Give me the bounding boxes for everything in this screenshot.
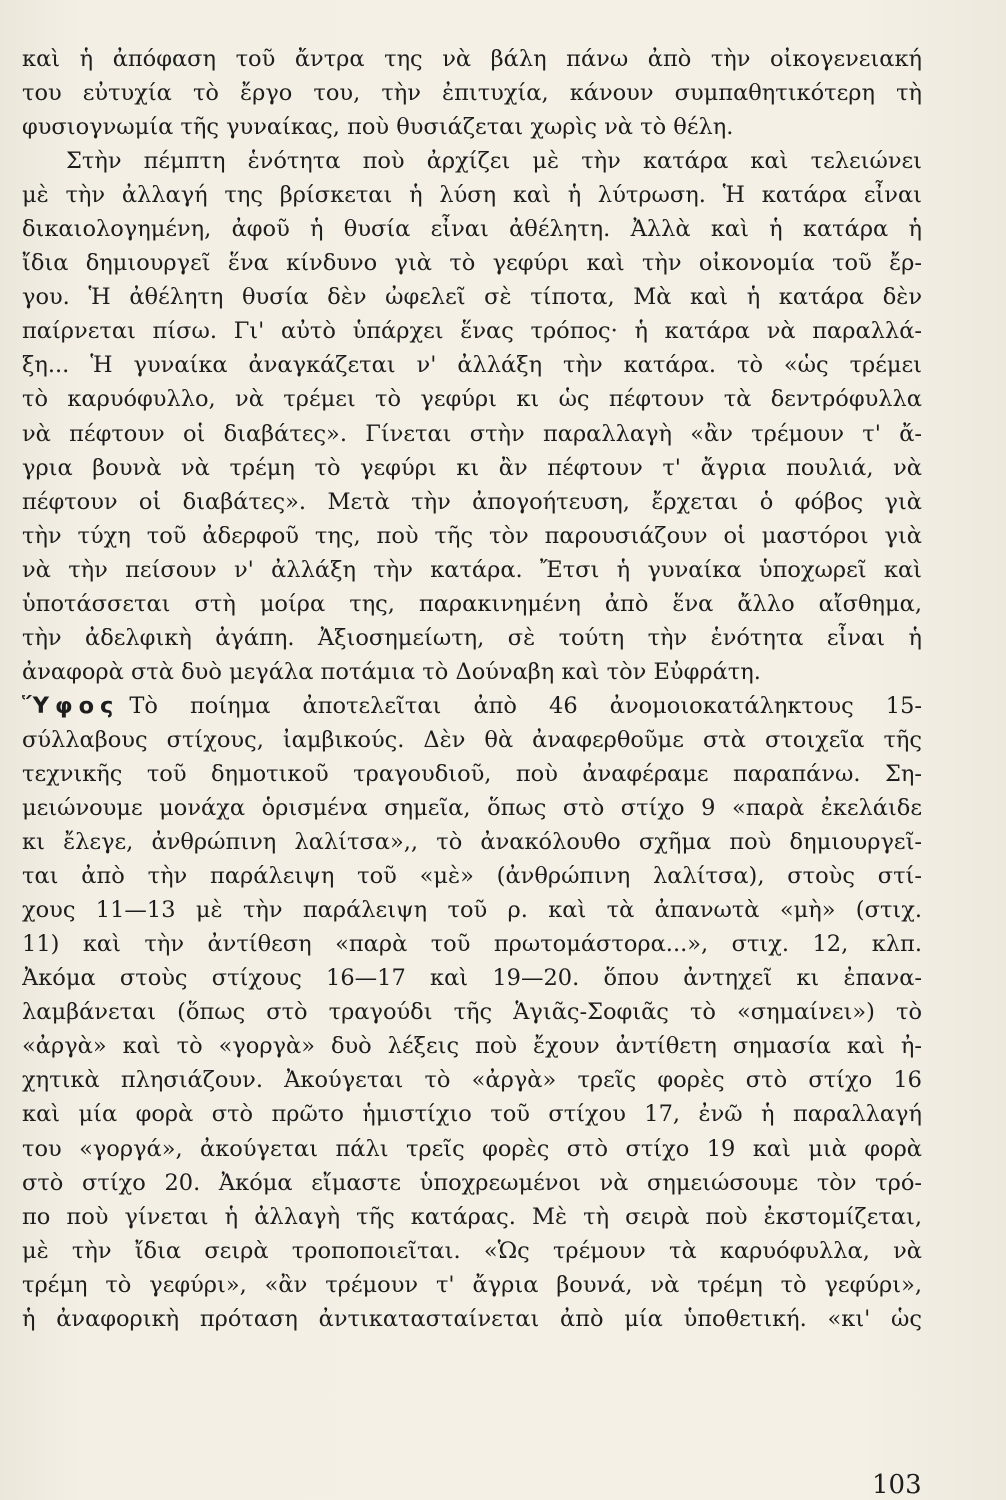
text-line: στὸ στίχο 20. Ἀκόμα εἴμαστε ὑποχρεωμένοι νὰ σημειώσουμε τὸν τρό- [22,1169,922,1196]
paragraph-1 [22,42,922,689]
text-line: ἀναφορὰ στὰ δυὸ μεγάλα ποτάμια τὸ Δούναβη καὶ τὸν Εὐφράτη. [22,658,761,685]
text-line: δικαιολογημένη, ἀφοῦ ἡ θυσία εἶναι ἀθέλητη. Ἀλλὰ καὶ ἡ κατάρα ἡ [22,216,922,243]
text-line: χητικὰ πλησιάζουν. Ἀκούγεται τὸ «ἀργὰ» τρεῖς φορὲς στὸ στίχο 16 [22,1067,922,1094]
text-line: παίρνεται πίσω. Γι' αὐτὸ ὑπάρχει ἕνας τρόπος· ἡ κατάρα νὰ παραλλά- [22,318,922,345]
text-line: καὶ ἡ ἀπόφαση τοῦ ἄντρα της νὰ βάλη πάνω ἀπὸ τὴν οἰκογενειακή [22,46,922,72]
text-line: χους 11—13 μὲ τὴν παράλειψη τοῦ ρ. καὶ τὰ ἀπανωτὰ «μὴ» (στιχ. [22,897,922,924]
text-line: Στὴν πέμπτη ἑνότητα ποὺ ἀρχίζει μὲ τὴν κατάρα καὶ τελειώνει [66,148,922,175]
paragraph-2 [22,723,922,1336]
text-line: τὸ καρυόφυλλο, νὰ τρέμει τὸ γεφύρι κι ὡς πέφτουν τὰ δεντρόφυλλα [22,386,922,413]
text-line: του «γοργά», ἀκούγεται πάλι τρεῖς φορὲς στὸ στίχο 19 καὶ μιὰ φορὰ [22,1135,922,1162]
text-line: ἴδια δημιουργεῖ ἕνα κίνδυνο γιὰ τὸ γεφύρι καὶ τὴν οἰκονομία τοῦ ἔρ- [22,250,922,277]
text-line: φυσιογνωμία τῆς γυναίκας, ποὺ θυσιάζεται χωρὶς νὰ τὸ θέλη. [22,114,734,141]
section-heading: Ὕφος [22,692,120,719]
text-line: του εὐτυχία τὸ ἔργο του, τὴν ἐπιτυχία, κάνουν συμπαθητικότερη τὴ [22,80,922,107]
paragraph-2-first-line [22,689,922,723]
text-line: τεχνικῆς τοῦ δημοτικοῦ τραγουδιοῦ, ποὺ ἀναφέραμε παραπάνω. Ση- [22,760,922,787]
text-line: μὲ τὴν ἴδια σειρὰ τροποποιεῖται. «Ὡς τρέμουν τὰ καρυόφυλλα, νὰ [22,1237,922,1264]
text-line: κι ἔλεγε, ἀνθρώπινη λαλίτσα»,, τὸ ἀνακόλουθο σχῆμα ποὺ δημιουργεῖ- [22,829,922,856]
text-line: τὴν ἀδελφικὴ ἀγάπη. Ἀξιοσημείωτη, σὲ τούτη τὴν ἑνότητα εἶναι ἡ [22,624,922,651]
text-line: ται ἀπὸ τὴν παράλειψη τοῦ «μὲ» (ἀνθρώπινη λαλίτσα), στοὺς στί- [22,863,922,890]
text-line: ὑποτάσσεται στὴ μοίρα της, παρακινημένη ἀπὸ ἕνα ἄλλο αἴσθημα, [22,590,922,617]
text-line: λαμβάνεται (ὅπως στὸ τραγούδι τῆς Ἁγιᾶς-Σοφιᾶς τὸ «σημαίνει») τὸ [22,999,922,1026]
page-number: 103 [872,1470,922,1500]
text-line: πο ποὺ γίνεται ἡ ἀλλαγὴ τῆς κατάρας. Μὲ τὴ σειρὰ ποὺ ἐκστομίζεται, [22,1203,922,1230]
text-line: γου. Ἡ ἀθέλητη θυσία δὲν ὠφελεῖ σὲ τίποτα, Μὰ καὶ ἡ κατάρα δὲν [22,284,922,311]
text-line: νὰ πέφτουν οἱ διαβάτες». Γίνεται στὴν παραλλαγὴ «ἂν τρέμουν τ' ἄ- [22,420,922,447]
text-line: μὲ τὴν ἀλλαγή της βρίσκεται ἡ λύση καὶ ἡ λύτρωση. Ἡ κατάρα εἶναι [22,182,922,209]
text-line: ξη... Ἡ γυναίκα ἀναγκάζεται ν' ἀλλάξη τὴν κατάρα. τὸ «ὡς τρέμει [22,352,922,379]
text-line: πέφτουν οἱ διαβάτες». Μετὰ τὴν ἀπογοήτευση, ἔρχεται ὁ φόβος γιὰ [22,488,922,515]
text-line: «ἀργὰ» καὶ τὸ «γοργὰ» δυὸ λέξεις ποὺ ἔχουν ἀντίθετη σημασία καὶ ἠ- [22,1033,922,1060]
text-line: νὰ τὴν πείσουν ν' ἀλλάξη τὴν κατάρα. Ἔτσι ἡ γυναίκα ὑποχωρεῖ καὶ [22,556,922,583]
text-line: ἡ ἀναφορικὴ πρόταση ἀντικατασταίνεται ἀπὸ μία ὑποθετική. «κι' ὡς [22,1305,922,1332]
text-line: 11) καὶ τὴν ἀντίθεση «παρὰ τοῦ πρωτομάστορα...», στιχ. 12, κλπ. [22,931,922,958]
text-line: σύλλαβους στίχους, ἰαμβικούς. Δὲν θὰ ἀναφερθοῦμε στὰ στοιχεῖα τῆς [22,726,922,753]
text-line: τὴν τύχη τοῦ ἀδερφοῦ της, ποὺ τῆς τὸν παρουσιάζουν οἱ μαστόροι γιὰ [22,522,922,549]
text-line: γρια βουνὰ νὰ τρέμη τὸ γεφύρι κι ἂν πέφτουν τ' ἄγρια πουλιά, νὰ [22,454,922,481]
text-line: καὶ μία φορὰ στὸ πρῶτο ἡμιστίχιο τοῦ στίχου 17, ἐνῶ ἡ παραλλαγή [22,1101,922,1128]
text-line: μειώνουμε μονάχα ὁρισμένα σημεῖα, ὅπως στὸ στίχο 9 «παρὰ ἐκελάιδε [22,795,922,822]
body-text [22,42,922,1336]
paragraph-2-first-text: Τὸ ποίημα ἀποτελεῖται ἀπὸ 46 ἀνομοιοκατάληκτους 15- [129,692,922,719]
text-line: Ἀκόμα στοὺς στίχους 16—17 καὶ 19—20. ὅπου ἀντηχεῖ κι ἐπανα- [22,965,922,992]
text-line: τρέμη τὸ γεφύρι», «ἂν τρέμουν τ' ἄγρια βουνά, νὰ τρέμη τὸ γεφύρι», [22,1271,922,1298]
